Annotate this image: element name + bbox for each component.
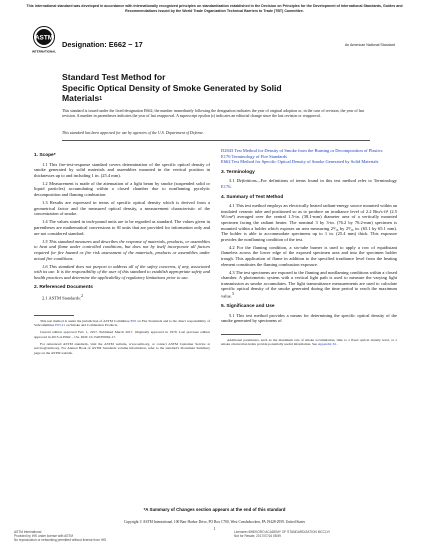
title-line-3-text: Materials [62,93,100,104]
appendix-x1-link[interactable]: Appendix X1 [317,342,337,347]
header-divider [62,140,370,141]
ref-d2843-link[interactable]: D2843 [221,148,234,153]
ref-d2843: D2843 Test Method for Density of Smoke from the Burning or Decomposition of Plastics [221,148,383,153]
section-4-3: 4.3 The test specimens are exposed to the flaming and nonflaming conditions within a closed chamber. A photometric system with a vertical light path is used to measure the varying light transmission as smoke accumulates. The light transmittance measurements are used to calculate specific optical density of the smoke generated during the time period to reach the maximum value.$^3$ [221,269,397,299]
scope-heading: 1. Scope* [34,153,56,158]
section-2-1-text: 2.1 ASTM Standards: [42,295,82,301]
significance-heading: 5. Significance and Use [221,304,275,310]
national-standard-label: An American National Standard [344,43,395,47]
section-4-2: 4.2 For the flaming condition, a six-tube burner is used to apply a row of equidistant flamelets across the lower edge of the exposed specimen area and into the specimen holder trough. This application of flame in addition to the specified irradiance level from the heating element constitutes the flaming combustion exposure. [221,244,397,267]
left-column [34,148,210,357]
development-notice: This international standard was developed in accordance with internationally recognized principles on standardization established in the Decision on Principles for the Development of International Standards, Guides and Recommendations issued by the World Trade Organization Technical Barriers to Trade (TBT) Committee. [26,4,403,13]
title-footnote-link[interactable]: 1 [99,96,103,103]
footnote-2-link[interactable]: 2 [81,293,84,298]
licensee-info: Licensee=BHEKORO ACADEMY OF STANDARDIZATION MCC1Vl Not for Resale, 2017/07/16 08:59 [234,530,330,538]
footnote-3: Additional parameters, such as the maximum rate of smoke accumulation, time to a fixed optical density level, or a smoke obscuration index provide potentially useful information. See Appendix X1. [221,337,397,347]
footnote-1-edition: Current edition approved Feb. 1, 2017. Published March 2017. Originally approved in 1979. Last previous edition approved in 2015 as E662 – 15a. DOI: 10.1520/E0662-17. [34,330,210,339]
section-1-4: 1.4 The values stated in inch-pound units are to be regarded as standard. The values given in parentheses are mathematical conversions to SI units that are provided for information only and are not considered standard. [34,219,210,236]
section-2-1 [34,294,210,301]
title-line-2: Specific Optical Density of Smoke Generated by Solid [62,82,282,93]
footnote-1: This test method is under the jurisdiction of ASTM Committee E05 on Fire Standards and is the direct responsibility of Subcommittee E05.21 on Smoke and Combustion Products. [34,319,211,328]
license-provider: ASTM International Provided by IHS under license with ASTM No reproduction or networking permitted without license from IHS [14,530,107,542]
section-5-1: 5.1 This test method provides a means for determining the specific optical density of the smoke generated by specimens of [221,312,397,324]
section-3-1: 3.1 Definitions—For definitions of terms found in this test method refer to Terminology E176. [221,178,397,189]
committee-e05-link[interactable]: E05 [130,319,137,324]
summary-of-changes-note: *A Summary of Changes section appears at the end of this standard [143,507,286,512]
ref-e176-link[interactable]: E176 [221,153,231,159]
section-4-1: 4.1 This test method employs an electrically heated radiant-energy source mounted within an insulated ceramic tube and positioned so as to produce an irradiance level of 2.2 Btu/s·ft² (2.5 W/cm²) averaged over the central 1.5-in. (38.1-mm) diameter area of a vertically mounted specimen facing the radiant heater. The nominal 3 by 3-in. (76.2 by 76.2-mm) specimen is mounted within a holder which exposes an area measuring 2⁹⁄₁₆ by 2⁹⁄₁₆ in. (65.1 by 65.1 mm). The holder is able to accommodate specimens up to 1 in. (25.4 mm) thick. This exposure provides the nonflaming condition of the test. [221,203,397,242]
footnote-2: For referenced ASTM standards, visit the ASTM website, www.astm.org, or contact ASTM Customer Service at service@astm.org. For Annual Book of ASTM Standards volume information, refer to the standard's Document Summary page on the ASTM website. [34,341,210,355]
ref-e662: E662 Test Method for Specific Optical Density of Smoke Generated by Solid Materials [221,159,379,165]
terminology-heading: 3. Terminology [221,169,255,175]
astm-logo-icon [32,26,56,54]
ref-e176: E176 Terminology of Fire Standards [221,153,287,159]
referenced-documents-heading: 2. Referenced Documents [34,285,93,291]
ref-e662-link[interactable]: E662 [221,159,231,165]
standard-title [62,72,362,104]
svg-text:ASTM: ASTM [34,34,54,42]
section-1-5: 1.5 This standard measures and describes the response of materials, products, or assemblies to heat and flame under controlled conditions, but does not by itself incorporate all factors required for fire hazard or fire risk assessment of the materials, products or assemblies under actual fire conditions. [34,238,210,261]
summary-heading: 4. Summary of Test Method [221,194,284,200]
issue-note: This standard is issued under the fixed designation E662; the number immediately following the designation indicates the year of original adoption or, in the case of revision, the year of last revision. A number in parentheses indicates the year of last reapproval. A superscript epsilon (ε) indicates an editorial change since the last revision or reapproval. [62,108,365,118]
logo-label: INTERNATIONAL [32,49,56,54]
right-column [221,148,397,349]
section-1-1: 1.1 This fire-test-response standard covers determination of the specific optical density of smoke generated by solid materials and assemblies mounted in the vertical position in thicknesses up to and including 1 in. (25.4 mm). [34,161,210,178]
right-footnote-divider [221,334,261,335]
copyright-line: Copyright © ASTM International, 100 Barr Harbor Drive, PO Box C700, West Conshohocken, PA 19428-2959. United States [123,520,306,524]
title-line-1: Standard Test Method for [62,72,166,82]
page-number: 1 [213,527,216,531]
designation: Designation: E662 − 17 [62,40,143,49]
section-1-6: 1.6 This standard does not purport to address all of the safety concerns, if any, associated with its use. It is the responsibility of the user of this standard to establish appropriate safety and health practices and determine the applicability of regulatory limitations prior to use. [34,263,210,280]
subcommittee-e05-21-link[interactable]: E05.21 [55,323,66,328]
section-1-2: 1.2 Measurement is made of the attenuation of a light beam by smoke (suspended solid or liquid particles) accumulating within a closed chamber due to nonflaming pyrolytic decomposition and flaming combustion. [34,180,210,198]
footnote-3-link[interactable]: 3 [231,292,234,297]
title-line-3 [62,93,362,104]
terminology-e176-link[interactable]: E176 [221,183,231,189]
dod-approval-note: This standard has been approved for use by agencies of the U.S. Department of Defense. [62,130,204,135]
footnote-divider [34,315,74,316]
section-1-3: 1.3 Results are expressed in terms of specific optical density which is derived from a geometrical factor and the measured optical density, a measurement characteristic of the concentration of smoke. [34,200,210,217]
